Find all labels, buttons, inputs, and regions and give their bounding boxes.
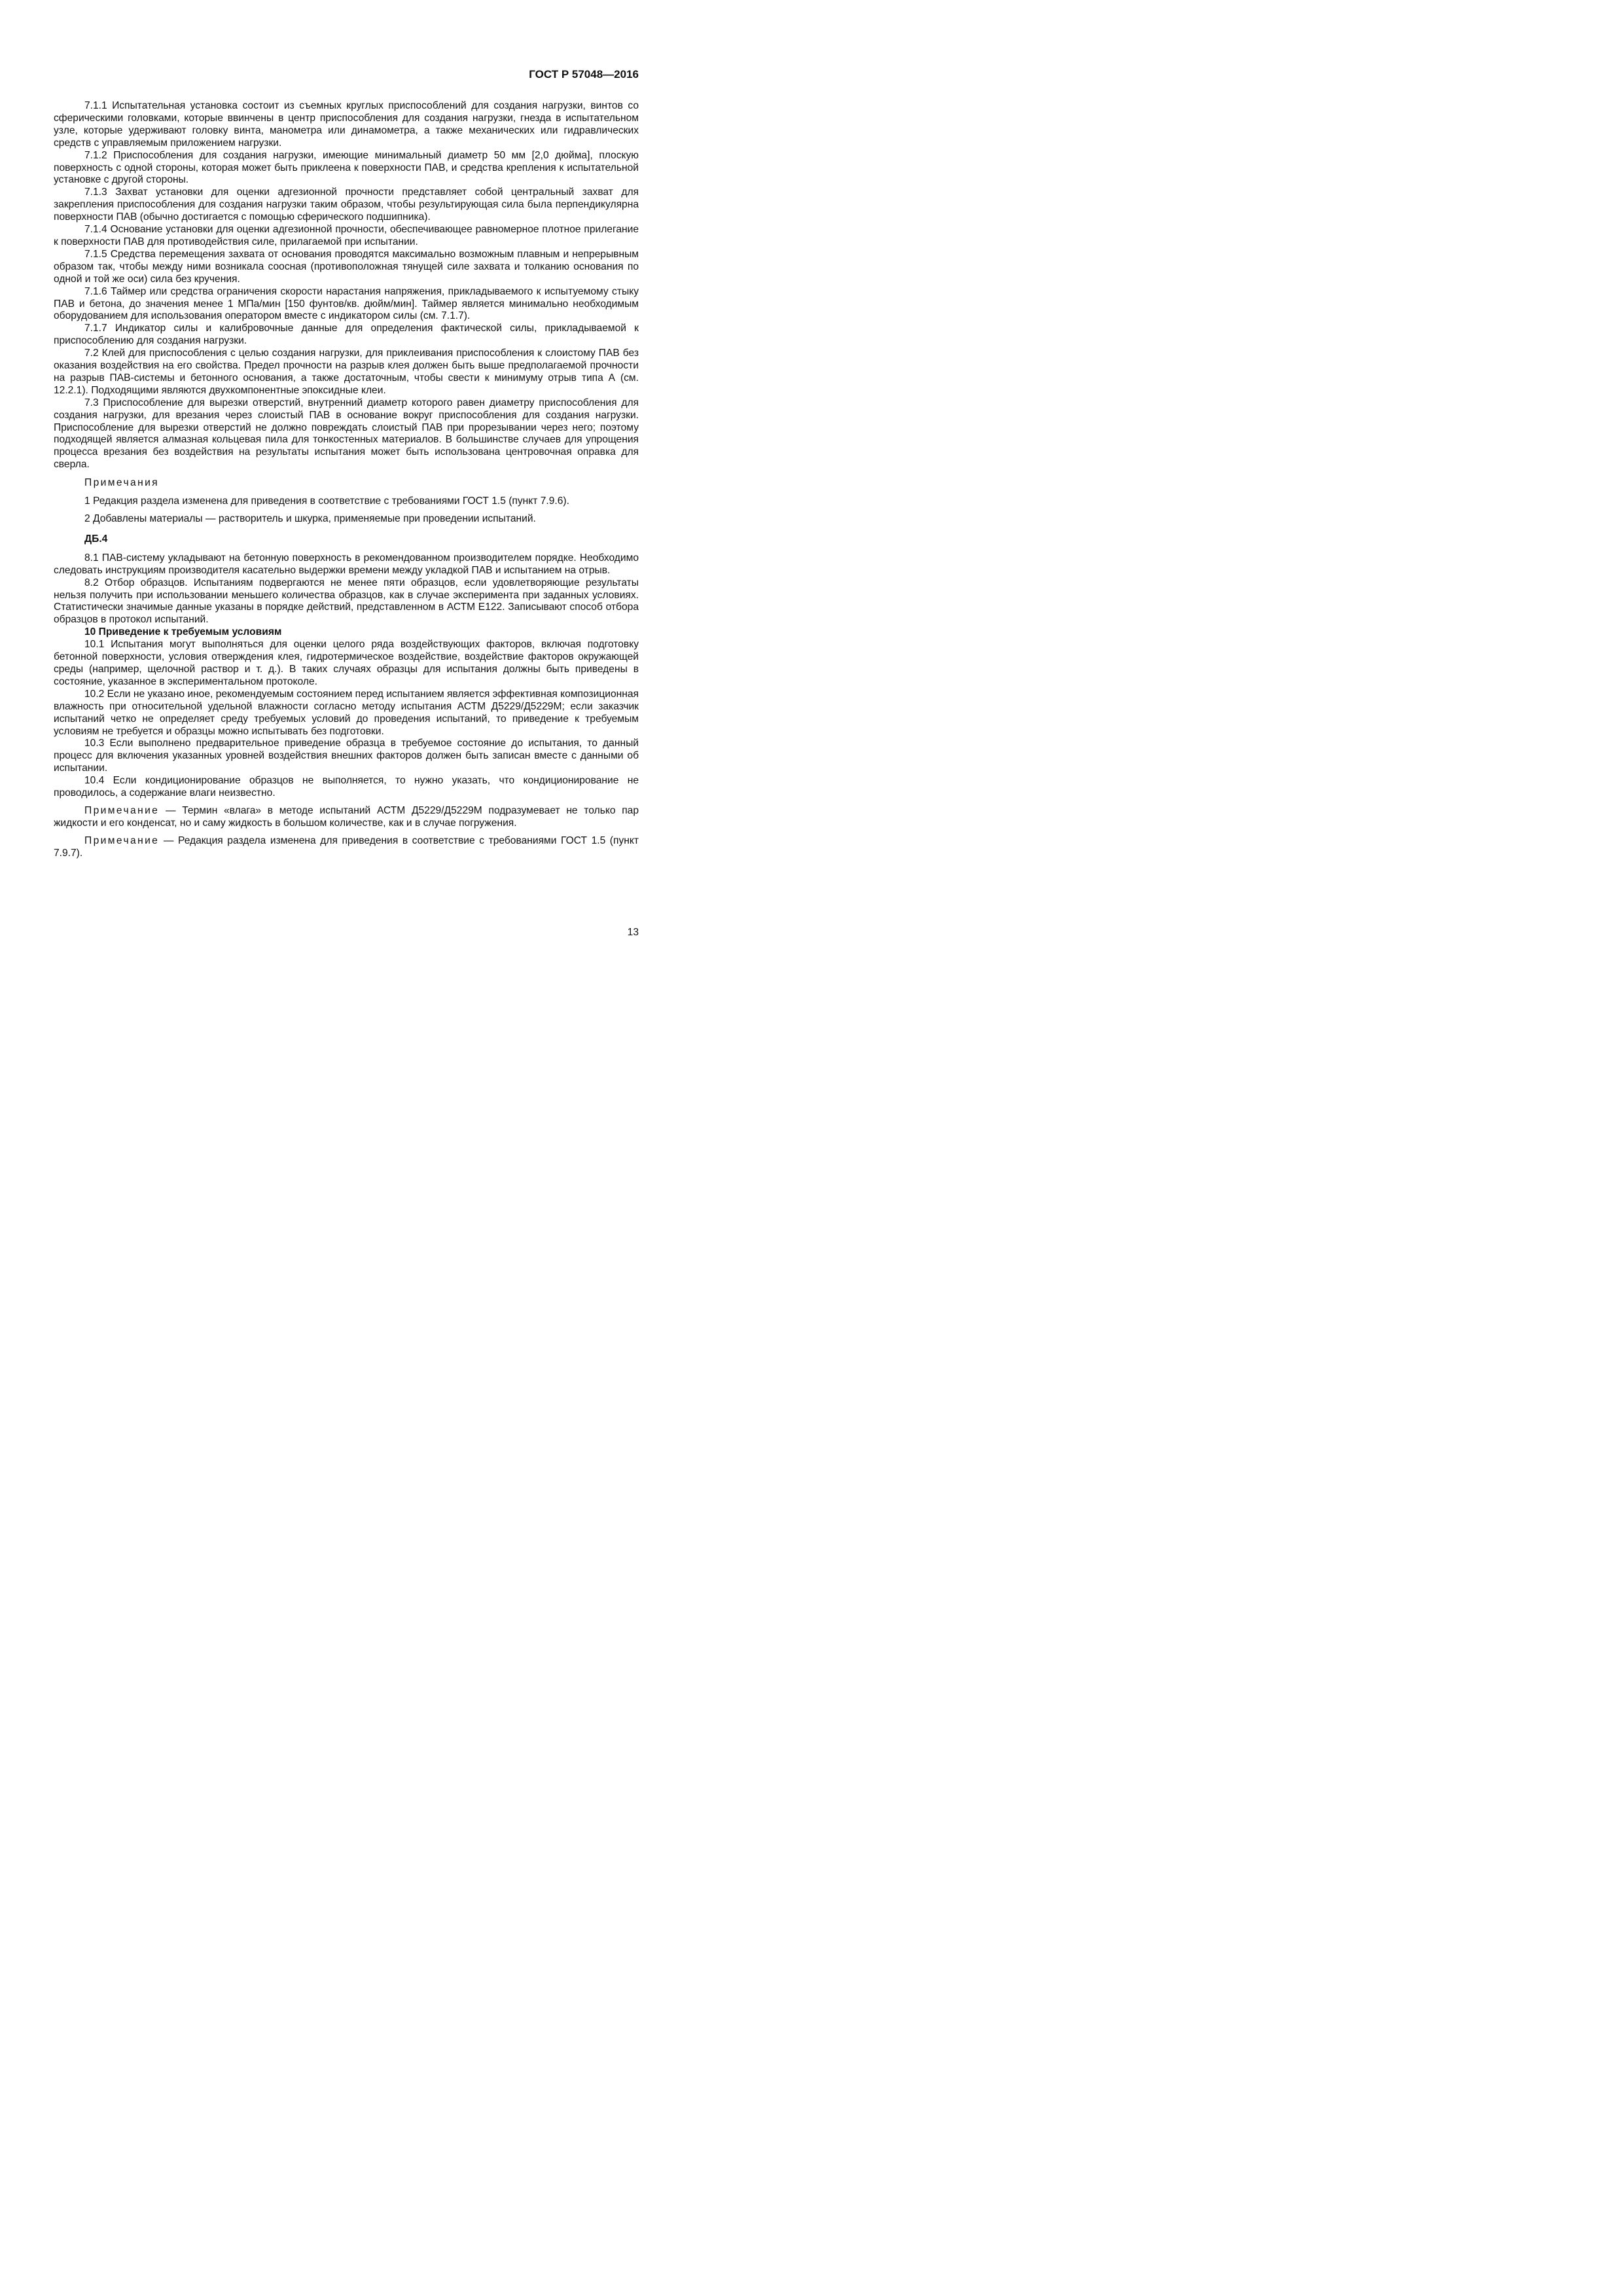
paragraph-7-1-7: 7.1.7 Индикатор силы и калибровочные данные для определения фактической силы, прикладываемой к приспособлению для создания нагрузки. (54, 323, 639, 347)
paragraph-7-2: 7.2 Клей для приспособления с целью создания нагрузки, для приклеивания приспособления к слоистому ПАВ без оказания воздействия на его свойства. Предел прочности на разрыв клея должен быть выше предполагаемой прочности на разрыв ПАВ-системы и бетонного основания, а также достаточным, чтобы свести к минимуму отрыв типа А (см. 12.2.1). Подходящими являются двухкомпонентные эпоксидные клеи. (54, 348, 639, 396)
note-label: Примечание (84, 804, 160, 816)
paragraph-7-1-4: 7.1.4 Основание установки для оценки адгезионной прочности, обеспечивающее равномерное плотное прилегание к поверхности ПАВ для противодействия силе, прилагаемой при испытании. (54, 224, 639, 247)
paragraph-10-4: 10.4 Если кондиционирование образцов не выполняется, то нужно указать, что кондиционирование не проводилось, а содержание влаги неизвестно. (54, 775, 639, 799)
document-code-header: ГОСТ Р 57048—2016 (529, 68, 639, 81)
note-edit-text: — Редакция раздела изменена для приведения в соответствие с требованиями ГОСТ 1.5 (пункт 7.9.7). (54, 834, 639, 859)
paragraph-7-1-5: 7.1.5 Средства перемещения захвата от основания проводятся максимально возможным плавным и непрерывным образом так, чтобы между ними возникала соосная (противоположная тянущей силе захвата и толканию основания по одной и той же оси) сила без кручения. (54, 248, 639, 285)
notes-heading: Примечания (84, 477, 160, 489)
paragraph-7-1-3: 7.1.3 Захват установки для оценки адгезионной прочности представляет собой центральный захват для закрепления приспособления для создания нагрузки таким образом, чтобы результирующая сила была перпендикулярна поверхности ПАВ (обычно достигается с помощью сферического подшипника). (54, 187, 639, 223)
paragraph-8-2: 8.2 Отбор образцов. Испытаниям подвергаются не менее пяти образцов, если удовлетворяющие результаты нельзя получить при использовании меньшего количества образцов, как в случае эксперимента при заданных условиях. Статистически значимые данные указаны в порядке действий, представленном в АСТМ Е122. Записывают способ отбора образцов в протокол испытаний. (54, 577, 639, 626)
note-moisture-text: — Термин «влага» в методе испытаний АСТМ Д5229/Д5229М подразумевает не только пар жидкости и его конденсат, но и саму жидкость в большом количестве, как и в случае погружения. (54, 804, 639, 829)
paragraph-7-1-6: 7.1.6 Таймер или средства ограничения скорости нарастания напряжения, прикладываемого к испытуемому стыку ПАВ и бетона, до значения менее 1 МПа/мин [150 фунтов/кв. дюйм/мин]. Таймер является минимально необходимым оборудованием для использования оператором вместе с индикатором силы (см. 7.1.7). (54, 285, 639, 322)
paragraph-10-1: 10.1 Испытания могут выполняться для оценки целого ряда воздействующих факторов, включая подготовку бетонной поверхности, условия отверждения клея, гидротермическое воздействие, воздействие факторов окружающей среды (например, щелочной раствор и т. д.). В таких случаях образцы для испытания должны быть приведены в состояние, указанное в экспериментальном протоколе. (54, 639, 639, 687)
paragraph-7-1-1: 7.1.1 Испытательная установка состоит из съемных круглых приспособлений для создания нагрузки, винтов со сферическими головками, которые ввинчены в центр приспособления для создания нагрузки, гнезда в испытательном узле, которые удерживают головку винта, манометра или динамометра, а также механических или гидравлических средств с управляемым приложением нагрузки. (54, 100, 639, 149)
paragraph-7-3: 7.3 Приспособление для вырезки отверстий, внутренний диаметр которого равен диаметру приспособления для создания нагрузки, для врезания через слоистый ПАВ в основание вокруг приспособления для создания нагрузки. Приспособление для вырезки отверстий не должно повреждать слоистый ПАВ при прорезывании через него; поэтому подходящей является алмазная кольцевая пила для тонкостенных материалов. В большинстве случаев для упрощения процесса врезания без воздействия на результаты испытания может быть использована центровочная оправка для сверла. (54, 397, 639, 471)
paragraph-7-1-2: 7.1.2 Приспособления для создания нагрузки, имеющие минимальный диаметр 50 мм [2,0 дюйма], плоскую поверхность с одной стороны, которая может быть приклеена к поверхности ПАВ, и средства крепления к испытательной установке с другой стороны. (54, 149, 639, 186)
section-heading-db4: ДБ.4 (84, 533, 108, 545)
page-number: 13 (627, 927, 639, 938)
note-2: 2 Добавлены материалы — растворитель и шкурка, применяемые при проведении испытаний. (84, 513, 536, 524)
note-label: Примечание (84, 834, 160, 846)
section-heading-10: 10 Приведение к требуемым условиям (84, 626, 282, 638)
paragraph-10-2: 10.2 Если не указано иное, рекомендуемым состоянием перед испытанием является эффективная композиционная влажность при относительной удельной влажности согласно методу испытания АСТМ Д5229/Д5229М; если заказчик испытаний четко не определяет среду требуемых условий до проведения испытаний, то приведение к требуемым условиям не требуется и образцы можно испытывать без подготовки. (54, 688, 639, 737)
paragraph-10-3: 10.3 Если выполнено предварительное приведение образца в требуемое состояние до испытания, то данный процесс для включения указанных уровней воздействия внешних факторов должен быть записан вместе с данными об испытании. (54, 738, 639, 774)
note-1: 1 Редакция раздела изменена для приведения в соответствие с требованиями ГОСТ 1.5 (пункт 7.9.6). (84, 495, 569, 507)
document-body (54, 100, 639, 860)
note-edit (54, 835, 639, 860)
paragraph-8-1: 8.1 ПАВ-систему укладывают на бетонную поверхность в рекомендованном производителем порядке. Необходимо следовать инструкциям производителя касательно выдержки времени между укладкой ПАВ и испытанием на отрыв. (54, 552, 639, 576)
note-moisture (54, 805, 639, 830)
